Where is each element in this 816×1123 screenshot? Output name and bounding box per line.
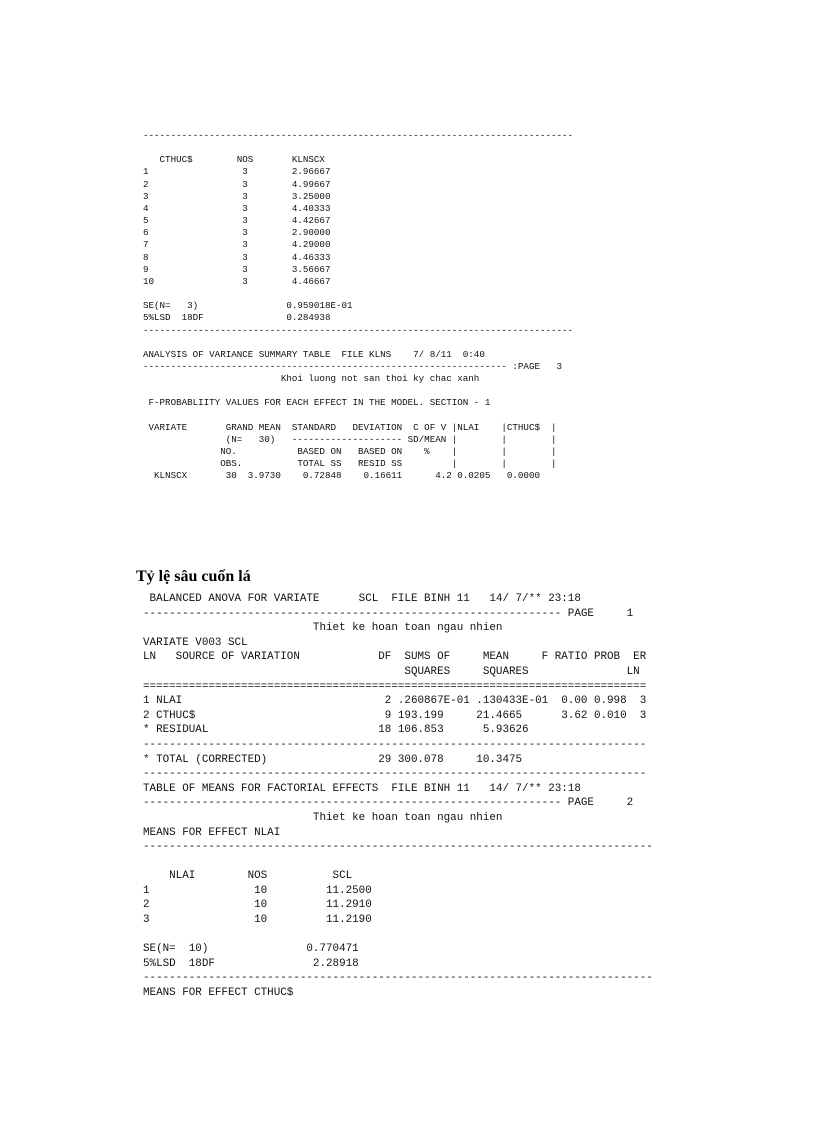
section-heading: Tỷ lệ sâu cuốn lá	[136, 568, 251, 585]
output-line: * TOTAL (CORRECTED) 29 300.078 10.3475	[143, 753, 523, 766]
output-line: ------------------------------------------------------------------ :PAGE 3	[143, 360, 563, 372]
output-line: 1 10 11.2500	[143, 884, 372, 897]
output-line: 3 10 11.2190	[143, 914, 372, 927]
output-line: 5%LSD 18DF 2.28918	[143, 957, 359, 970]
output-line: OBS. TOTAL SS RESID SS | | |	[143, 458, 557, 470]
output-line: 2 10 11.2910	[143, 899, 372, 912]
output-line: =============================================================================	[143, 680, 647, 693]
output-line: ---------------------------------------------------------------- PAGE 1	[143, 607, 634, 620]
output-line: 2 CTHUC$ 9 193.199 21.4665 3.62 0.010 3	[143, 709, 647, 722]
output-line: ------------------------------------------------------------------------------	[143, 324, 574, 336]
output-line: MEANS FOR EFFECT CTHUC$	[143, 987, 294, 1000]
output-line: BALANCED ANOVA FOR VARIATE SCL FILE BINH 11 14/ 7/** 23:18	[143, 593, 581, 605]
output-line: LN SOURCE OF VARIATION DF SUMS OF MEAN F RATIO PROB ER	[143, 651, 647, 664]
output-line: ------------------------------------------------------------------------------	[143, 841, 653, 854]
output-line: CTHUC$ NOS KLNSCX	[143, 154, 325, 166]
output-line: VARIATE GRAND MEAN STANDARD DEVIATION C OF V |NLAI |CTHUC$ |	[143, 421, 557, 433]
output-line: 2 3 4.99667	[143, 178, 331, 190]
output-line: 9 3 3.56667	[143, 263, 331, 275]
output-line: Thiet ke hoan toan ngau nhien	[143, 622, 503, 635]
output-line: 8 3 4.46333	[143, 251, 331, 263]
output-line: SE(N= 10) 0.770471	[143, 943, 359, 956]
output-line: 5 3 4.42667	[143, 215, 331, 227]
output-line: ANALYSIS OF VARIANCE SUMMARY TABLE FILE KLNS 7/ 8/11 0:40	[143, 348, 485, 360]
output-line: SQUARES SQUARES LN	[143, 665, 640, 678]
output-line: ------------------------------------------------------------------------------	[143, 130, 574, 141]
output-line: 1 NLAI 2 .260867E-01 .130433E-01 0.00 0.998 3	[143, 695, 647, 708]
output-line: ---------------------------------------------------------------- PAGE 2	[143, 797, 634, 810]
output-line: ------------------------------------------------------------------------------	[143, 972, 653, 985]
output-line: 6 3 2.90000	[143, 227, 331, 239]
output-line: 5%LSD 18DF 0.284938	[143, 312, 331, 324]
output-line: NLAI NOS SCL	[143, 870, 353, 883]
klnscx-output-block	[143, 130, 573, 483]
output-line: 1 3 2.96667	[143, 166, 331, 178]
output-line: Khoi luong not san thoi ky chac xanh	[143, 373, 480, 385]
output-line: 3 3 3.25000	[143, 190, 331, 202]
output-line: Thiet ke hoan toan ngau nhien	[143, 811, 503, 824]
output-line: SE(N= 3) 0.959018E-01	[143, 300, 353, 312]
output-line: -----------------------------------------------------------------------------	[143, 768, 647, 781]
output-line: NO. BASED ON BASED ON % | | |	[143, 446, 557, 458]
output-line: TABLE OF MEANS FOR FACTORIAL EFFECTS FILE BINH 11 14/ 7/** 23:18	[143, 782, 581, 795]
output-line: KLNSCX 30 3.9730 0.72848 0.16611 4.2 0.0205 0.0000	[143, 470, 540, 482]
output-line: 4 3 4.40333	[143, 202, 331, 214]
output-line: * RESIDUAL 18 106.853 5.93626	[143, 724, 529, 737]
output-line: 7 3 4.29000	[143, 239, 331, 251]
output-line: VARIATE V003 SCL	[143, 636, 248, 649]
scl-anova-output-block	[143, 592, 653, 1001]
output-line: F-PROBABLIITY VALUES FOR EACH EFFECT IN THE MODEL. SECTION - 1	[143, 397, 491, 409]
output-line: -----------------------------------------------------------------------------	[143, 738, 647, 751]
output-line: 10 3 4.46667	[143, 275, 331, 287]
output-line: (N= 30) -------------------- SD/MEAN | | |	[143, 433, 557, 445]
output-line: MEANS FOR EFFECT NLAI	[143, 826, 281, 839]
